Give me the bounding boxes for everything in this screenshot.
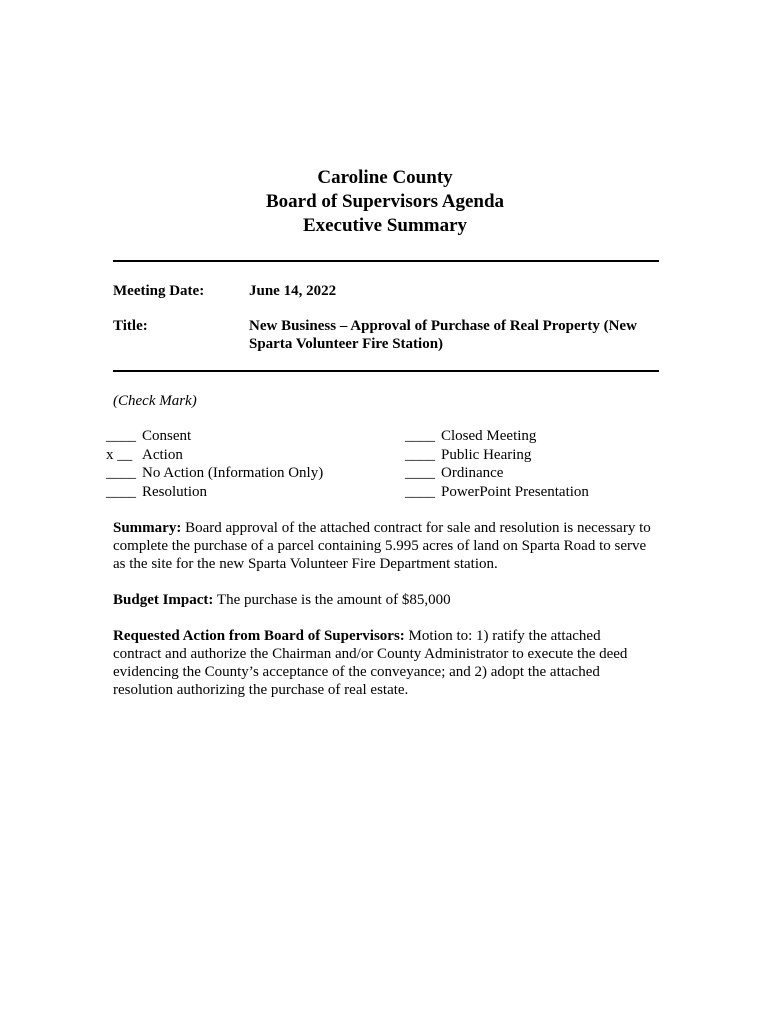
bottom-divider (113, 370, 659, 372)
summary-title: Executive Summary (302, 215, 468, 236)
title-value-line: New Business – Approval of Purchase of Real Property (New (249, 318, 637, 334)
summary-paragraph (113, 519, 663, 573)
county-name: Caroline County (317, 167, 453, 188)
check-list-right (405, 427, 589, 501)
title-label: Title: (113, 318, 148, 334)
check-item-resolution (106, 483, 323, 502)
title-value-line: Sparta Volunteer Fire Station) (249, 336, 444, 352)
check-label: Resolution (142, 483, 208, 500)
check-label: Public Hearing (441, 446, 532, 463)
check-list-left (106, 427, 323, 501)
requested-line: resolution authorizing the purchase of real estate. (113, 682, 409, 698)
check-item-consent (106, 427, 323, 446)
requested-line: evidencing the County’s acceptance of the conveyance; and 2) adopt the attached (113, 664, 600, 680)
check-item-closed-meeting (405, 427, 589, 446)
summary-label: Summary: (113, 520, 182, 536)
check-label: Closed Meeting (441, 428, 537, 444)
check-mark: ____ (106, 483, 136, 500)
meeting-date-label: Meeting Date: (113, 283, 205, 299)
summary-line: complete the purchase of a parcel containing 5.995 acres of land on Sparta Road to serve (113, 538, 647, 554)
requested-line: contract and authorize the Chairman and/or County Administrator to execute the deed (113, 646, 628, 662)
check-label: PowerPoint Presentation (441, 483, 589, 500)
check-label: Consent (142, 428, 192, 444)
check-mark: ____ (405, 483, 435, 500)
summary-line: as the site for the new Sparta Volunteer Fire Department station. (113, 556, 498, 572)
check-item-public-hearing (405, 446, 589, 465)
check-item-action (106, 446, 323, 465)
summary-line (113, 519, 663, 537)
requested-label: Requested Action from Board of Supervisors: (113, 628, 405, 644)
requested-action-paragraph (113, 627, 663, 699)
check-mark-heading: (Check Mark) (113, 393, 197, 409)
check-item-ordinance (405, 464, 589, 483)
top-divider (113, 260, 659, 262)
check-mark: ____ (405, 446, 435, 463)
budget-text: The purchase is the amount of $85,000 (213, 592, 451, 608)
summary-text: Board approval of the attached contract for sale and resolution is necessary to (181, 520, 651, 536)
title-value (249, 317, 669, 353)
check-mark: ____ (106, 428, 136, 444)
check-label: No Action (Information Only) (142, 465, 324, 481)
requested-line (113, 627, 663, 645)
check-mark: ____ (405, 428, 435, 444)
check-item-powerpoint (405, 483, 589, 502)
budget-label: Budget Impact: (113, 592, 214, 608)
meeting-date-value: June 14, 2022 (249, 283, 337, 299)
requested-text: Motion to: 1) ratify the attached (404, 628, 601, 644)
check-label: Ordinance (441, 465, 504, 481)
check-label: Action (142, 446, 183, 463)
check-mark: x __ (106, 446, 133, 463)
budget-paragraph (113, 591, 663, 609)
check-item-no-action (106, 464, 323, 483)
document-title (0, 166, 770, 238)
check-mark: ____ (405, 465, 435, 481)
agenda-title: Board of Supervisors Agenda (265, 191, 505, 212)
check-mark: ____ (106, 465, 136, 481)
